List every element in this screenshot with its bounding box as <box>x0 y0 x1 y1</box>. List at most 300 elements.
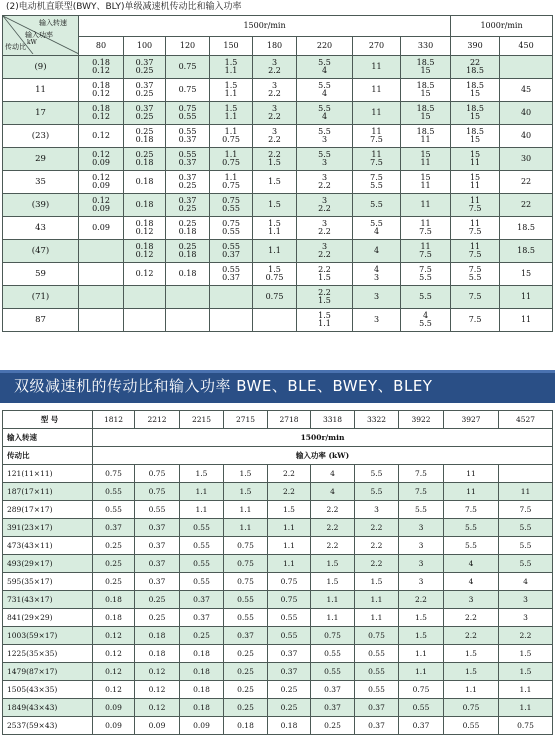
power-cell: 2.2 1.5 <box>297 286 353 309</box>
power-cell: 1.1 <box>268 537 311 555</box>
ratio-cell: (9) <box>3 56 79 79</box>
power-cell: 0.37 0.25 <box>124 79 166 102</box>
table-row <box>3 627 553 645</box>
power-cell: 0.18 <box>224 717 268 735</box>
power-cell: 22 18.5 <box>451 56 500 79</box>
power-cell: 0.55 <box>355 645 399 663</box>
section-banner <box>0 370 555 403</box>
power-cell: 0.25 0.18 <box>124 148 166 171</box>
power-cell <box>79 240 124 263</box>
power-cell: 2.2 <box>268 483 311 501</box>
power-cell: 1.1 <box>253 240 297 263</box>
power-cell: 4 3 <box>353 263 401 286</box>
power-cell: 11 <box>353 79 401 102</box>
power-cell: 0.55 <box>224 609 268 627</box>
power-cell: 1.5 <box>253 194 297 217</box>
power-cell: 3 2.2 <box>297 217 353 240</box>
power-cell: 1.5 <box>444 645 499 663</box>
table-row <box>3 217 553 240</box>
power-cell: 3 2.2 <box>253 56 297 79</box>
model-header: 3318 <box>311 411 355 429</box>
power-cell: 5.5 <box>499 555 553 573</box>
double-stage-ratio-table <box>2 410 553 735</box>
power-cell: 3 2.2 <box>253 79 297 102</box>
power-cell: 11 <box>353 102 401 125</box>
power-cell: 1.5 1.1 <box>297 309 353 332</box>
speed-group-1000: 1000r/min <box>451 16 553 37</box>
ratio-cell: 43 <box>3 217 79 240</box>
power-cell: 0.25 <box>224 681 268 699</box>
power-cell: 4 5.5 <box>401 309 451 332</box>
power-cell: 4 <box>353 240 401 263</box>
power-cell: 5.5 4 <box>297 56 353 79</box>
power-cell: 0.12 <box>135 663 180 681</box>
speed-group-1500: 1500r/min <box>79 16 451 37</box>
power-cell: 7.5 5.5 <box>401 263 451 286</box>
power-cell: 3 <box>499 609 553 627</box>
power-cell: 0.18 <box>124 171 166 194</box>
power-cell: 2.2 <box>311 537 355 555</box>
power-cell: 18.5 15 <box>451 79 500 102</box>
power-cell: 4 <box>444 555 499 573</box>
power-cell: 7.5 5.5 <box>353 171 401 194</box>
power-cell: 0.37 0.25 <box>124 56 166 79</box>
power-cell: 0.09 <box>180 717 224 735</box>
power-cell: 0.18 0.12 <box>124 217 166 240</box>
power-cell: 0.18 <box>135 627 180 645</box>
power-cell: 3 2.2 <box>253 102 297 125</box>
power-cell: 5.5 <box>355 483 399 501</box>
table-row <box>3 125 553 148</box>
power-cell: 1.1 0.75 <box>210 148 253 171</box>
power-cell: 15 11 <box>401 171 451 194</box>
power-cell: 0.18 <box>93 609 135 627</box>
ratio-cell: (71) <box>3 286 79 309</box>
power-cell: 0.37 0.25 <box>166 171 210 194</box>
power-cell: 2.2 1.5 <box>297 263 353 286</box>
power-cell: 11 <box>444 483 499 501</box>
power-cell: 2.2 <box>399 591 444 609</box>
power-cell: 5.5 4 <box>297 102 353 125</box>
power-cell: 0.75 <box>224 573 268 591</box>
power-cell: 0.18 <box>180 681 224 699</box>
power-cell: 22 <box>500 194 553 217</box>
model-header: 3322 <box>355 411 399 429</box>
power-cell: 0.55 <box>268 627 311 645</box>
power-cell: 0.12 0.09 <box>79 194 124 217</box>
ratio-cell: (39) <box>3 194 79 217</box>
power-cell: 4 <box>499 573 553 591</box>
size-header: 120 <box>166 37 210 56</box>
power-cell: 4 <box>311 465 355 483</box>
power-cell: 0.37 <box>224 627 268 645</box>
table-row <box>3 591 553 609</box>
size-header: 330 <box>401 37 451 56</box>
power-cell: 0.18 <box>93 591 135 609</box>
power-cell: 18.5 15 <box>401 79 451 102</box>
power-cell: 0.37 <box>355 717 399 735</box>
single-stage-ratio-table <box>2 15 553 332</box>
power-cell: 11 <box>500 286 553 309</box>
power-cell: 1.5 <box>499 663 553 681</box>
model-header: 2718 <box>268 411 311 429</box>
power-cell: 0.75 0.55 <box>210 194 253 217</box>
power-cell: 1.1 <box>399 663 444 681</box>
input-speed-value: 1500r/min <box>93 429 553 447</box>
power-cell: 0.37 0.25 <box>124 102 166 125</box>
power-cell: 11 7.5 <box>451 194 500 217</box>
power-cell: 0.12 <box>124 263 166 286</box>
power-cell: 3 2.2 <box>297 171 353 194</box>
power-cell: 0.55 <box>180 555 224 573</box>
power-cell: 18.5 <box>500 217 553 240</box>
power-cell: 0.55 <box>355 681 399 699</box>
power-cell: 3 <box>353 286 401 309</box>
size-header: 100 <box>124 37 166 56</box>
table-row <box>3 148 553 171</box>
power-cell: 1.1 <box>268 519 311 537</box>
power-cell: 11 7.5 <box>451 240 500 263</box>
size-header: 450 <box>500 37 553 56</box>
power-cell: 4 <box>311 483 355 501</box>
power-cell: 7.5 <box>451 286 500 309</box>
table-row <box>3 79 553 102</box>
power-cell: 2.2 <box>268 465 311 483</box>
power-cell: 1.5 <box>268 501 311 519</box>
power-cell: 1.5 1.1 <box>210 56 253 79</box>
power-cell: 1.1 0.75 <box>210 125 253 148</box>
power-cell: 0.37 <box>180 591 224 609</box>
table-row <box>3 573 553 591</box>
power-cell: 1.5 1.1 <box>210 102 253 125</box>
power-cell: 1.5 <box>311 555 355 573</box>
power-cell: 0.55 <box>180 537 224 555</box>
table-row <box>3 537 553 555</box>
power-cell: 0.75 <box>399 681 444 699</box>
model-header: 2715 <box>224 411 268 429</box>
table-row <box>3 240 553 263</box>
banner-stripe <box>0 370 555 373</box>
power-cell: 0.18 0.12 <box>79 102 124 125</box>
ratio-cell: 473(43×11) <box>3 537 93 555</box>
power-cell: 1.5 <box>399 609 444 627</box>
table-row <box>3 171 553 194</box>
power-cell: 11 7.5 <box>451 217 500 240</box>
power-cell: 0.55 <box>444 717 499 735</box>
power-cell: 1.1 0.75 <box>210 171 253 194</box>
power-cell: 0.75 <box>93 465 135 483</box>
ratio-cell: 289(17×17) <box>3 501 93 519</box>
power-cell: 0.75 <box>135 465 180 483</box>
ratio-cell: 59 <box>3 263 79 286</box>
power-cell: 0.55 0.37 <box>210 263 253 286</box>
power-cell: 0.75 <box>499 717 553 735</box>
power-cell: 0.37 <box>268 645 311 663</box>
table-row <box>3 56 553 79</box>
power-cell: 0.37 <box>268 663 311 681</box>
input-speed-label: 输入转速 <box>3 429 93 447</box>
power-cell: 0.37 <box>135 555 180 573</box>
power-cell: 40 <box>500 102 553 125</box>
power-cell: 1.5 1.1 <box>210 79 253 102</box>
ratio-cell: 11 <box>3 79 79 102</box>
power-cell: 45 <box>500 79 553 102</box>
power-cell: 0.75 0.55 <box>210 217 253 240</box>
power-cell: 0.18 <box>135 645 180 663</box>
power-cell: 7.5 <box>399 483 444 501</box>
power-cell: 5.5 4 <box>353 217 401 240</box>
power-cell: 0.75 <box>444 699 499 717</box>
power-cell: 0.25 0.18 <box>166 217 210 240</box>
power-cell: 1.1 <box>311 609 355 627</box>
power-cell: 0.55 0.37 <box>166 148 210 171</box>
power-cell: 0.18 <box>180 699 224 717</box>
power-cell: 0.25 <box>135 609 180 627</box>
size-header: 390 <box>451 37 500 56</box>
power-cell: 0.37 <box>355 699 399 717</box>
table-corner-header <box>3 16 79 56</box>
table-row <box>3 286 553 309</box>
model-header: 2212 <box>135 411 180 429</box>
ratio-cell: 493(29×17) <box>3 555 93 573</box>
model-header: 2215 <box>180 411 224 429</box>
power-cell <box>79 263 124 286</box>
power-cell: 0.75 <box>224 555 268 573</box>
power-cell: 1.1 <box>499 699 553 717</box>
power-cell: 3 <box>444 591 499 609</box>
power-cell: 3 2.2 <box>297 240 353 263</box>
power-cell: 2.2 1.5 <box>253 148 297 171</box>
power-cell: 1.1 <box>499 681 553 699</box>
power-cell: 1.5 0.75 <box>253 263 297 286</box>
power-cell: 0.09 <box>93 699 135 717</box>
power-cell: 0.12 0.09 <box>79 171 124 194</box>
model-header: 3922 <box>399 411 444 429</box>
power-cell: 0.37 0.25 <box>166 194 210 217</box>
power-cell: 0.18 <box>166 263 210 286</box>
table-row <box>3 699 553 717</box>
table-row <box>3 102 553 125</box>
power-cell: 0.25 <box>268 681 311 699</box>
power-cell: 18.5 15 <box>401 102 451 125</box>
power-cell: 18.5 15 <box>451 125 500 148</box>
power-cell: 0.18 <box>124 194 166 217</box>
power-cell: 0.12 <box>135 699 180 717</box>
power-cell: 1.1 <box>268 555 311 573</box>
power-cell: 2.2 <box>355 519 399 537</box>
power-cell: 0.55 <box>268 609 311 627</box>
power-cell: 0.37 <box>399 717 444 735</box>
ratio-cell: 391(23×17) <box>3 519 93 537</box>
power-cell: 11 7.5 <box>401 217 451 240</box>
power-cell: 0.09 <box>135 717 180 735</box>
power-cell: 2.2 <box>444 627 499 645</box>
power-cell: 3 <box>399 573 444 591</box>
power-cell: 3 <box>499 591 553 609</box>
ratio-cell: 841(29×29) <box>3 609 93 627</box>
power-cell: 4 <box>444 573 499 591</box>
ratio-cell: 1505(43×35) <box>3 681 93 699</box>
power-cell: 0.55 <box>355 663 399 681</box>
table-row <box>3 519 553 537</box>
power-cell <box>500 56 553 79</box>
power-cell <box>210 309 253 332</box>
power-cell: 1.5 <box>224 483 268 501</box>
table-row <box>3 465 553 483</box>
power-cell: 1.5 <box>224 465 268 483</box>
power-cell: 1.5 <box>499 645 553 663</box>
size-header: 80 <box>79 37 124 56</box>
power-cell: 0.25 <box>93 537 135 555</box>
power-cell: 0.55 <box>399 699 444 717</box>
power-cell: 0.55 <box>311 663 355 681</box>
ratio-cell: (47) <box>3 240 79 263</box>
power-cell: 11 <box>353 56 401 79</box>
input-power-label: 输入功率 (kW) <box>93 447 553 465</box>
power-cell: 0.55 <box>311 645 355 663</box>
power-cell: 0.55 <box>93 483 135 501</box>
model-header: 1812 <box>93 411 135 429</box>
model-header: 3927 <box>444 411 499 429</box>
power-cell: 1.5 <box>399 627 444 645</box>
power-cell: 0.09 <box>79 217 124 240</box>
power-cell: 2.2 <box>355 537 399 555</box>
power-cell: 0.75 <box>253 286 297 309</box>
power-cell: 0.12 <box>135 681 180 699</box>
power-cell: 3 2.2 <box>253 125 297 148</box>
power-cell: 0.25 <box>311 717 355 735</box>
power-cell: 1.1 <box>399 645 444 663</box>
power-cell: 1.1 <box>224 501 268 519</box>
power-cell: 1.5 <box>444 663 499 681</box>
power-cell: 0.25 <box>93 573 135 591</box>
power-cell: 0.18 <box>268 717 311 735</box>
power-cell: 0.18 <box>180 645 224 663</box>
power-cell: 0.25 <box>224 645 268 663</box>
power-cell: 0.12 <box>93 627 135 645</box>
power-cell: 5.5 <box>355 465 399 483</box>
power-cell <box>124 286 166 309</box>
power-cell: 5.5 4 <box>297 79 353 102</box>
power-cell: 0.37 <box>180 609 224 627</box>
corner-speed-label: 输入转速 <box>39 19 67 27</box>
size-header: 180 <box>253 37 297 56</box>
power-cell: 7.5 <box>451 309 500 332</box>
power-cell: 0.55 <box>224 591 268 609</box>
ratio-cell: 17 <box>3 102 79 125</box>
power-cell: 0.75 <box>166 56 210 79</box>
power-cell: 0.09 <box>93 717 135 735</box>
power-cell: 7.5 5.5 <box>451 263 500 286</box>
power-cell: 11 7.5 <box>353 125 401 148</box>
power-cell: 0.12 <box>79 125 124 148</box>
power-cell: 2.2 <box>311 519 355 537</box>
power-cell: 0.75 <box>268 591 311 609</box>
power-cell: 0.37 <box>311 699 355 717</box>
power-cell: 5.5 <box>353 194 401 217</box>
ratio-cell: 595(35×17) <box>3 573 93 591</box>
power-cell: 11 <box>500 309 553 332</box>
power-cell: 0.25 <box>135 591 180 609</box>
corner-power-unit: kW <box>27 39 37 46</box>
power-cell: 0.75 <box>355 627 399 645</box>
power-cell: 3 <box>399 537 444 555</box>
power-cell: 0.75 <box>135 483 180 501</box>
power-cell: 0.75 <box>166 79 210 102</box>
power-cell <box>210 286 253 309</box>
power-cell <box>124 309 166 332</box>
power-cell: 5.5 <box>399 501 444 519</box>
power-cell: 0.12 <box>93 663 135 681</box>
power-cell: 18.5 15 <box>401 56 451 79</box>
power-cell: 15 11 <box>451 171 500 194</box>
power-cell <box>79 286 124 309</box>
power-cell: 18.5 <box>500 240 553 263</box>
power-cell: 0.55 <box>93 501 135 519</box>
power-cell: 3 <box>353 309 401 332</box>
ratio-cell: 87 <box>3 309 79 332</box>
power-cell: 0.55 <box>180 573 224 591</box>
power-cell: 0.25 <box>93 555 135 573</box>
ratio-cell: 1225(35×35) <box>3 645 93 663</box>
power-cell: 0.25 <box>224 663 268 681</box>
power-cell: 11 <box>444 465 499 483</box>
power-cell: 0.75 <box>224 537 268 555</box>
power-cell: 1.1 <box>224 519 268 537</box>
power-cell: 1.1 <box>180 501 224 519</box>
power-cell: 1.1 <box>355 609 399 627</box>
ratio-label: 传动比 <box>3 447 93 465</box>
table-row <box>3 555 553 573</box>
power-cell: 0.12 <box>93 681 135 699</box>
table-row <box>3 663 553 681</box>
power-cell: 3 <box>399 519 444 537</box>
power-cell <box>166 309 210 332</box>
ratio-cell: 121(11×11) <box>3 465 93 483</box>
power-cell: 1.1 <box>180 483 224 501</box>
table-row <box>3 194 553 217</box>
size-header: 150 <box>210 37 253 56</box>
power-cell: 0.37 <box>135 537 180 555</box>
power-cell: 5.5 <box>401 286 451 309</box>
power-cell: 2.2 <box>355 555 399 573</box>
power-cell: 3 2.2 <box>297 194 353 217</box>
section-title: 双级减速机的传动比和输入功率 BWE、BLE、BWEY、BLEY <box>14 377 433 395</box>
power-cell: 0.12 0.09 <box>79 148 124 171</box>
ratio-cell: (23) <box>3 125 79 148</box>
power-cell: 0.55 0.37 <box>166 125 210 148</box>
table-row <box>3 309 553 332</box>
model-header: 4527 <box>499 411 553 429</box>
power-cell: 5.5 3 <box>297 148 353 171</box>
power-cell: 0.75 0.55 <box>166 102 210 125</box>
power-cell: 40 <box>500 125 553 148</box>
power-cell: 0.18 0.12 <box>124 240 166 263</box>
power-cell: 15 <box>500 263 553 286</box>
power-cell: 30 <box>500 148 553 171</box>
table-row <box>3 681 553 699</box>
power-cell: 0.37 <box>311 681 355 699</box>
power-cell: 7.5 <box>399 465 444 483</box>
power-cell: 0.25 <box>180 627 224 645</box>
power-cell: 0.25 <box>268 699 311 717</box>
table-row <box>3 483 553 501</box>
power-cell: 0.75 <box>311 627 355 645</box>
power-cell: 2.2 <box>499 627 553 645</box>
power-cell: 1.1 <box>311 591 355 609</box>
power-cell: 1.1 <box>444 681 499 699</box>
power-cell: 22 <box>500 171 553 194</box>
